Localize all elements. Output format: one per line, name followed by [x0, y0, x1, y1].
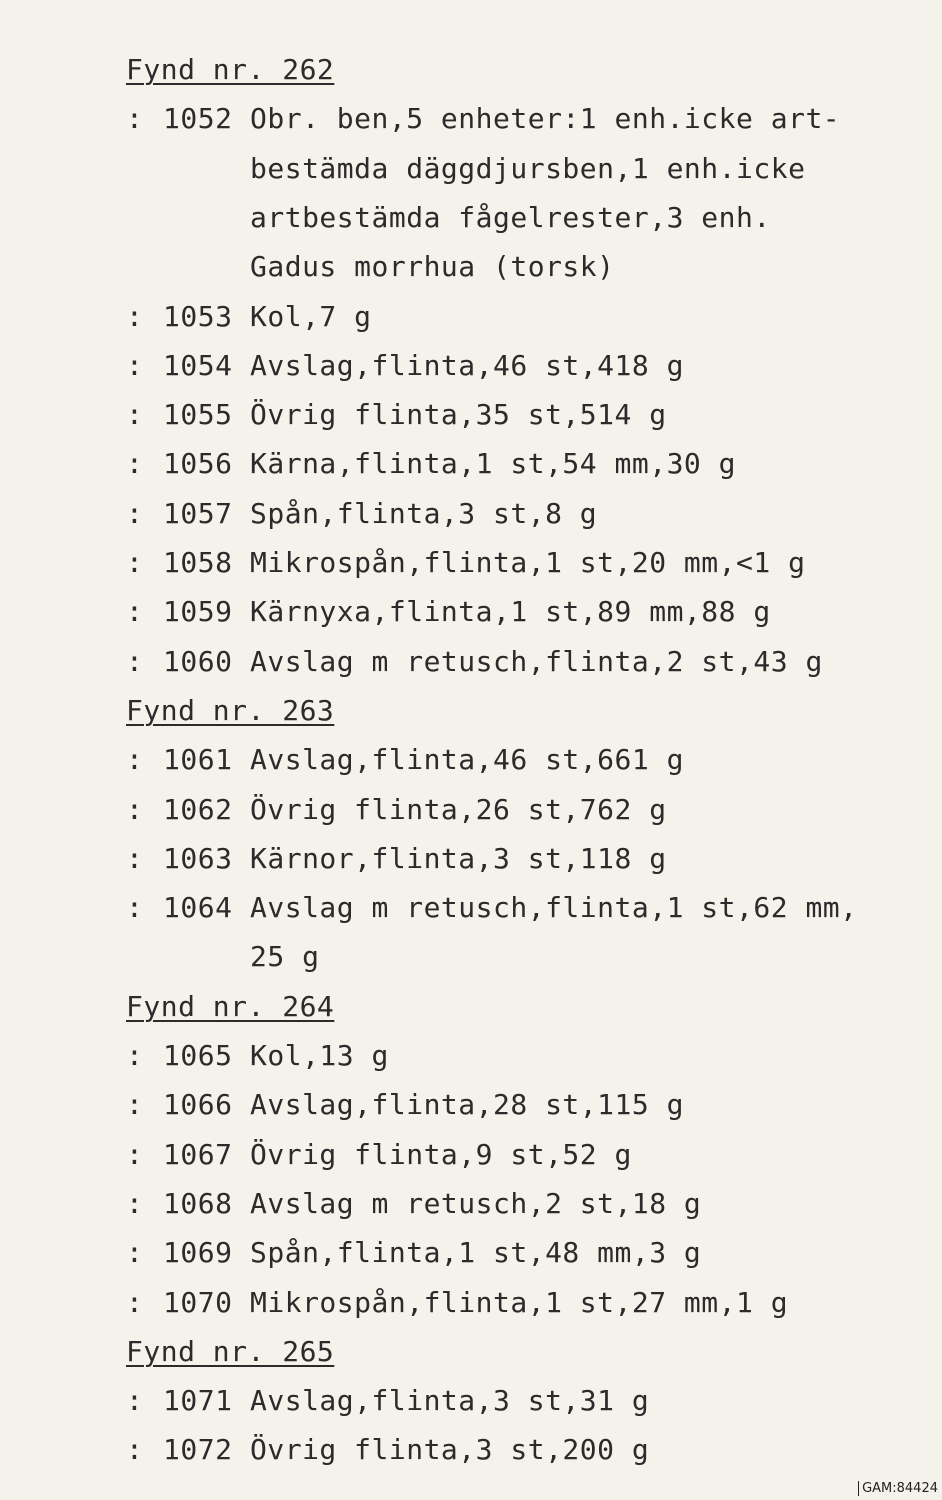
- entry-number: 1065: [163, 1039, 233, 1072]
- entry-number: 1057: [163, 497, 233, 530]
- entry-number: 1067: [163, 1138, 233, 1171]
- entry-bullet-colon: :: [126, 497, 144, 530]
- entry-description: Övrig flinta,35 st,514 g: [250, 398, 667, 431]
- entry-description: Mikrospån,flinta,1 st,27 mm,1 g: [250, 1286, 789, 1319]
- find-number-heading: Fynd nr. 262: [126, 53, 335, 86]
- entry-number: 1062: [163, 793, 233, 826]
- find-number-heading: Fynd nr. 265: [126, 1335, 335, 1368]
- entry-number: 1072: [163, 1433, 233, 1466]
- entry-description: Obr. ben,5 enheter:1 enh.icke art-: [250, 102, 841, 135]
- entry-number: 1068: [163, 1187, 233, 1220]
- entry-description: Övrig flinta,9 st,52 g: [250, 1138, 632, 1171]
- entry-description: Övrig flinta,26 st,762 g: [250, 793, 667, 826]
- entry-bullet-colon: :: [126, 102, 144, 135]
- entry-description: Kol,7 g: [250, 300, 372, 333]
- entry-number: 1071: [163, 1384, 233, 1417]
- entry-description: Övrig flinta,3 st,200 g: [250, 1433, 650, 1466]
- entry-description: Kärnyxa,flinta,1 st,89 mm,88 g: [250, 595, 771, 628]
- entry-number: 1059: [163, 595, 233, 628]
- entry-bullet-colon: :: [126, 546, 144, 579]
- entry-number: 1052: [163, 102, 233, 135]
- entry-description: Avslag,flinta,28 st,115 g: [250, 1088, 684, 1121]
- entry-bullet-colon: :: [126, 1433, 144, 1466]
- entry-bullet-colon: :: [126, 1286, 144, 1319]
- find-number-heading: Fynd nr. 264: [126, 990, 335, 1023]
- entry-continuation: Gadus morrhua (torsk): [250, 250, 615, 283]
- entry-bullet-colon: :: [126, 1384, 144, 1417]
- entry-number: 1058: [163, 546, 233, 579]
- entry-bullet-colon: :: [126, 398, 144, 431]
- entry-description: Avslag m retusch,flinta,2 st,43 g: [250, 645, 823, 678]
- entry-bullet-colon: :: [126, 1236, 144, 1269]
- entry-number: 1066: [163, 1088, 233, 1121]
- entry-bullet-colon: :: [126, 842, 144, 875]
- entry-continuation: 25 g: [250, 940, 320, 973]
- entry-number: 1063: [163, 842, 233, 875]
- entry-description: Kol,13 g: [250, 1039, 389, 1072]
- entry-continuation: bestämda däggdjursben,1 enh.icke: [250, 152, 806, 185]
- entry-description: Kärnor,flinta,3 st,118 g: [250, 842, 667, 875]
- entry-number: 1054: [163, 349, 233, 382]
- entry-description: Mikrospån,flinta,1 st,20 mm,<1 g: [250, 546, 806, 579]
- entry-bullet-colon: :: [126, 300, 144, 333]
- entry-number: 1064: [163, 891, 233, 924]
- entry-bullet-colon: :: [126, 1088, 144, 1121]
- entry-description: Avslag m retusch,flinta,1 st,62 mm,: [250, 891, 858, 924]
- entry-bullet-colon: :: [126, 891, 144, 924]
- entry-number: 1053: [163, 300, 233, 333]
- entry-description: Avslag m retusch,2 st,18 g: [250, 1187, 702, 1220]
- entry-number: 1069: [163, 1236, 233, 1269]
- entry-description: Avslag,flinta,46 st,661 g: [250, 743, 684, 776]
- entry-number: 1060: [163, 645, 233, 678]
- entry-number: 1056: [163, 447, 233, 480]
- entry-bullet-colon: :: [126, 743, 144, 776]
- entry-bullet-colon: :: [126, 349, 144, 382]
- entry-bullet-colon: :: [126, 1039, 144, 1072]
- entry-number: 1055: [163, 398, 233, 431]
- entry-description: Avslag,flinta,3 st,31 g: [250, 1384, 650, 1417]
- entry-description: Kärna,flinta,1 st,54 mm,30 g: [250, 447, 737, 480]
- entry-continuation: artbestämda fågelrester,3 enh.: [250, 201, 771, 234]
- find-number-heading: Fynd nr. 263: [126, 694, 335, 727]
- entry-number: 1070: [163, 1286, 233, 1319]
- entry-bullet-colon: :: [126, 595, 144, 628]
- entry-bullet-colon: :: [126, 1187, 144, 1220]
- entry-bullet-colon: :: [126, 645, 144, 678]
- entry-description: Spån,flinta,1 st,48 mm,3 g: [250, 1236, 702, 1269]
- entry-description: Avslag,flinta,46 st,418 g: [250, 349, 684, 382]
- entry-description: Spån,flinta,3 st,8 g: [250, 497, 598, 530]
- archive-id-label: GAM:84424: [858, 1481, 938, 1496]
- entry-number: 1061: [163, 743, 233, 776]
- entry-bullet-colon: :: [126, 447, 144, 480]
- entry-bullet-colon: :: [126, 1138, 144, 1171]
- entry-bullet-colon: :: [126, 793, 144, 826]
